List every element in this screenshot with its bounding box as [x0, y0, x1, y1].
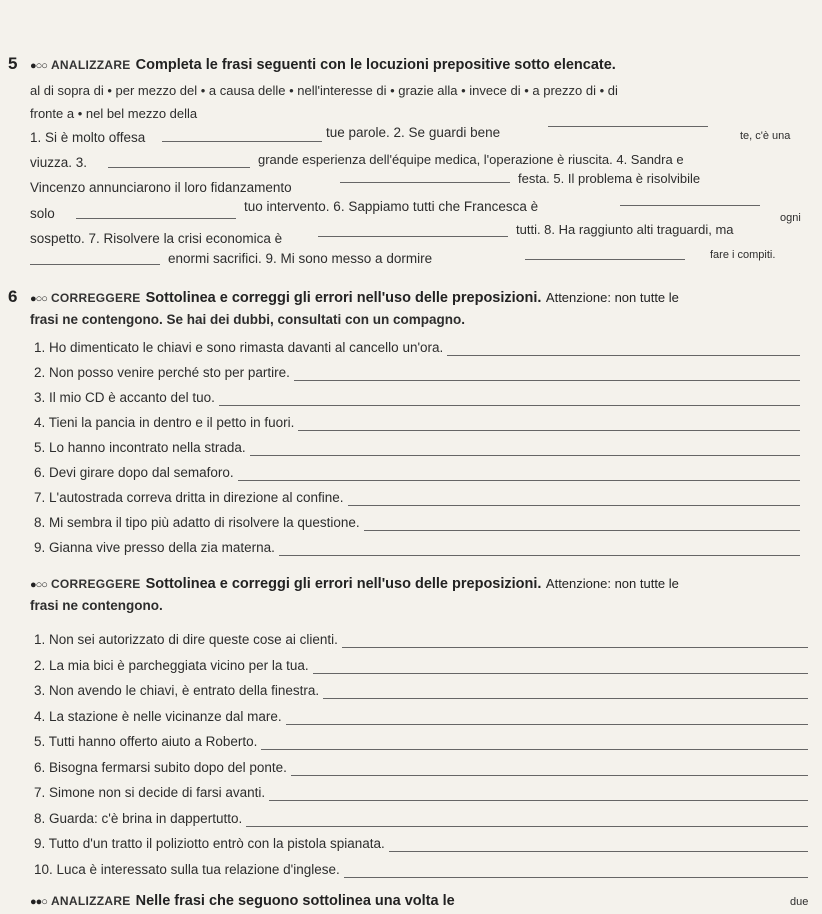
difficulty-dots: ●○○ — [30, 60, 47, 72]
answer-line[interactable] — [323, 698, 808, 699]
exercise-7-item: 2. La mia bici è parcheggiata vicino per la tua. — [34, 657, 309, 673]
exercise-6-item: 4. Tieni la pancia in dentro e il petto in fuori. — [34, 415, 295, 430]
text-segment: fare i compiti. — [710, 249, 776, 261]
exercise-attention: Attenzione: non tutte le — [545, 290, 679, 305]
exercise-5-number: 5 — [8, 54, 18, 73]
exercise-7-item: 3. Non avendo le chiavi, è entrato della finestra. — [34, 683, 320, 698]
exercise-6-item: 2. Non posso venire perché sto per partire. — [34, 365, 290, 380]
exercise-5-row-3-start: Vincenzo annunciarono il loro fidanzamento — [30, 180, 292, 195]
answer-blank[interactable] — [108, 167, 250, 168]
exercise-keyword: ANALIZZARE — [50, 894, 131, 908]
answer-line[interactable] — [342, 647, 808, 648]
answer-line[interactable] — [279, 555, 800, 556]
text-segment: tutti. 8. Ha raggiunto alti traguardi, ma — [516, 222, 734, 237]
exercise-7-item: 7. Simone non si decide di farsi avanti. — [34, 785, 266, 800]
answer-blank[interactable] — [340, 182, 510, 183]
exercise-attention: Attenzione: non tutte le — [545, 576, 679, 591]
exercise-7-item: 4. La stazione è nelle vicinanze dal mare. — [34, 708, 282, 724]
answer-blank[interactable] — [76, 218, 236, 219]
exercise-keyword: ANALIZZARE — [50, 58, 131, 72]
exercise-title: Sottolinea e correggi gli errori nell'uso delle preposizioni. — [145, 290, 542, 306]
answer-line[interactable] — [250, 455, 800, 456]
exercise-keyword: CORREGGERE — [50, 577, 141, 591]
exercise-7-item: 6. Bisogna fermarsi subito dopo del ponte. — [34, 759, 287, 775]
text-segment: 1. Si è molto offesa — [30, 130, 146, 145]
answer-line[interactable] — [447, 355, 800, 356]
difficulty-dots: ●○○ — [30, 293, 47, 305]
exercise-5-row-2-start: viuzza. 3. — [30, 155, 88, 170]
exercise-6-title-line-2: frasi ne contengono. Se hai dei dubbi, consultati con un compagno. — [30, 312, 466, 327]
exercise-7-title-line-2: frasi ne contengono. — [30, 598, 163, 613]
answer-line[interactable] — [364, 530, 800, 531]
exercise-6-item: 6. Devi girare dopo dal semaforo. — [34, 465, 234, 480]
answer-blank[interactable] — [548, 126, 708, 127]
exercise-7-item: 9. Tutto d'un tratto il poliziotto entrò con la pistola spianata. — [34, 836, 385, 851]
exercise-keyword: CORREGGERE — [50, 291, 141, 305]
text-segment: ogni — [780, 212, 801, 224]
answer-line[interactable] — [313, 673, 808, 674]
exercise-8-header — [30, 892, 455, 910]
answer-line[interactable] — [246, 826, 808, 827]
exercise-6-item: 7. L'autostrada correva dritta in direzione al confine. — [34, 490, 344, 505]
answer-line[interactable] — [219, 405, 800, 406]
answer-line[interactable] — [389, 851, 808, 852]
exercise-6-item: 3. Il mio CD è accanto del tuo. — [34, 390, 215, 405]
text-segment: enormi sacrifici. 9. Mi sono messo a dormire — [168, 251, 433, 266]
answer-line[interactable] — [294, 380, 800, 381]
answer-blank[interactable] — [30, 264, 160, 265]
answer-blank[interactable] — [525, 259, 685, 260]
exercise-7-item: 10. Luca è interessato sulla tua relazione d'inglese. — [34, 861, 340, 877]
exercise-title: Completa le frasi seguenti con le locuzioni prepositive sotto elencate. — [135, 57, 616, 73]
answer-blank[interactable] — [318, 236, 508, 237]
text-segment: festa. 5. Il problema è risolvibile — [518, 171, 701, 186]
exercise-5-options-line-2: fronte a • nel bel mezzo della — [30, 106, 198, 121]
answer-line[interactable] — [344, 877, 808, 878]
exercise-title: Sottolinea e correggi gli errori nell'uso delle preposizioni. — [145, 576, 542, 592]
text-segment: tue parole. 2. Se guardi bene — [326, 125, 501, 140]
answer-line[interactable] — [286, 724, 808, 725]
difficulty-dots: ●●○ — [30, 896, 47, 908]
exercise-6-item: 5. Lo hanno incontrato nella strada. — [34, 440, 246, 455]
answer-blank[interactable] — [162, 141, 322, 142]
text-fragment: due — [790, 896, 809, 908]
exercise-6-number: 6 — [8, 287, 18, 306]
answer-line[interactable] — [261, 749, 808, 750]
text-segment: grande esperienza dell'équipe medica, l'operazione è riuscita. 4. Sandra e — [258, 152, 684, 167]
exercise-7-item: 1. Non sei autorizzato di dire queste cose ai clienti. — [34, 632, 338, 647]
exercise-6-item: 1. Ho dimenticato le chiavi e sono rimasta davanti al cancello un'ora. — [34, 340, 444, 355]
answer-line[interactable] — [298, 430, 800, 431]
text-segment: te, c'è una — [740, 130, 791, 142]
exercise-5-row-1 — [30, 130, 145, 145]
text-segment: tuo intervento. 6. Sappiamo tutti che Francesca è — [244, 199, 539, 214]
exercise-6-header — [30, 289, 679, 307]
answer-line[interactable] — [348, 505, 800, 506]
exercise-5-options-line-1: al di sopra di • per mezzo del • a causa delle • nell'interesse di • grazie alla • invece di • a prezzo di • di — [30, 83, 618, 98]
exercise-5-header — [30, 56, 616, 74]
exercise-5-row-4-start: solo — [30, 206, 55, 221]
exercise-7-header — [30, 575, 679, 593]
answer-blank[interactable] — [620, 205, 760, 206]
difficulty-dots: ●○○ — [30, 579, 47, 591]
answer-line[interactable] — [291, 775, 808, 776]
exercise-6-item: 8. Mi sembra il tipo più adatto di risolvere la questione. — [34, 515, 360, 530]
answer-line[interactable] — [269, 800, 808, 801]
exercise-7-item: 8. Guarda: c'è brina in dappertutto. — [34, 810, 243, 826]
exercise-7-item: 5. Tutti hanno offerto aiuto a Roberto. — [34, 734, 258, 749]
exercise-5-row-5-start: sospetto. 7. Risolvere la crisi economica è — [30, 231, 283, 246]
answer-line[interactable] — [238, 480, 800, 481]
exercise-6-item: 9. Gianna vive presso della zia materna. — [34, 540, 275, 555]
exercise-title: Nelle frasi che seguono sottolinea una volta le — [135, 893, 455, 909]
